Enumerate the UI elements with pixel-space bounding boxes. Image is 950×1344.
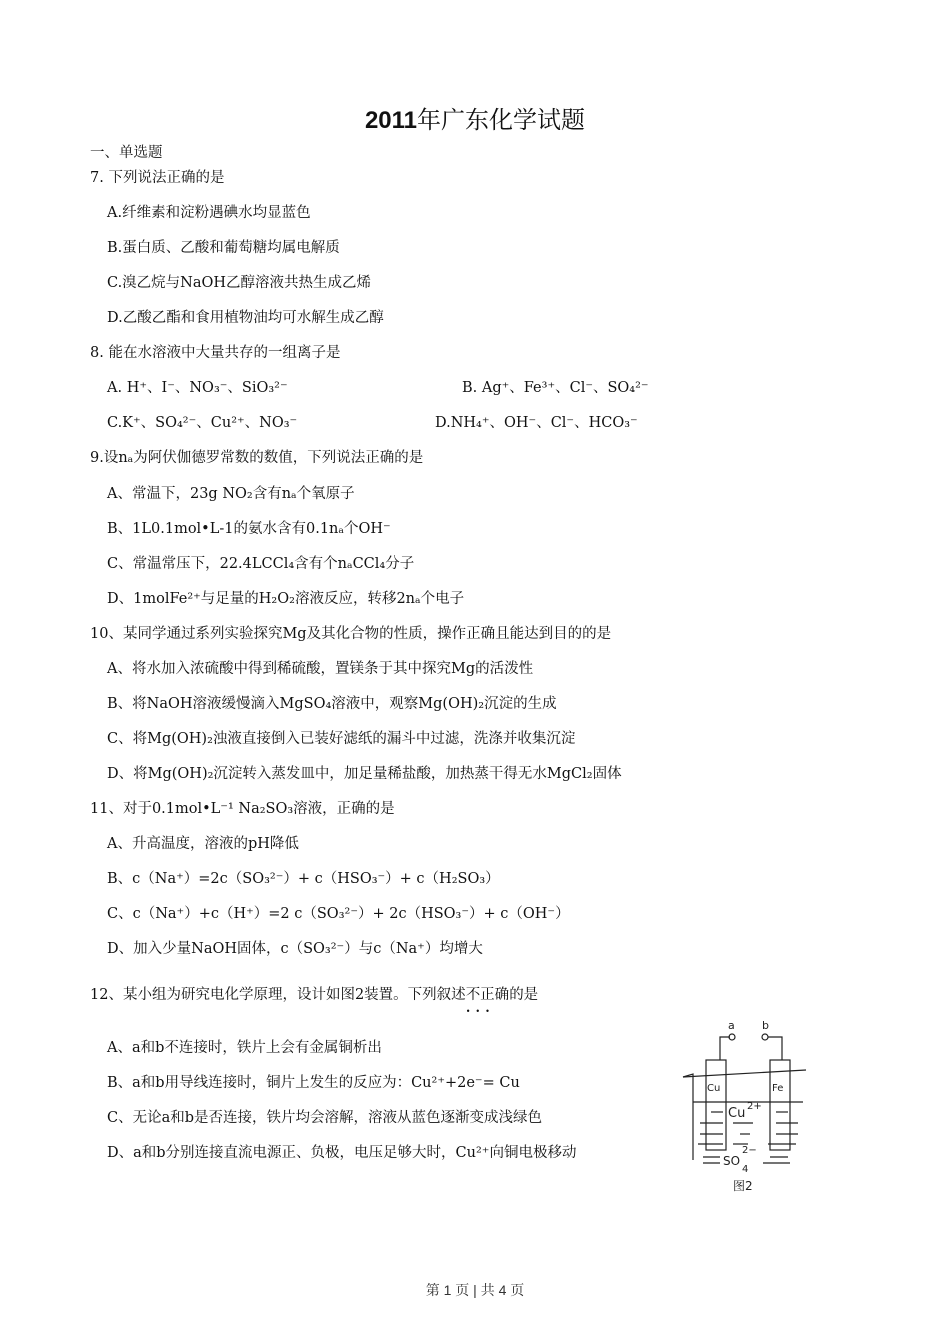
fe-electrode-label: Fe (772, 1083, 784, 1094)
emphasized-text: 不正确 ••• (466, 987, 510, 1003)
question-10-option-b: B、将NaOH溶液缓慢滴入MgSO₄溶液中，观察Mg(OH)₂沉淀的生成 (107, 696, 557, 712)
page-title (0, 100, 950, 135)
question-9-option-a: A、常温下，23g NO₂含有nₐ个氧原子 (107, 486, 355, 502)
question-9-option-d: D、1molFe²⁺与足量的H₂O₂溶液反应，转移2nₐ个电子 (107, 591, 465, 607)
question-8-stem: 8. 能在水溶液中大量共存的一组离子是 (90, 345, 341, 361)
question-7-option-b: B.蛋白质、乙酸和葡萄糖均属电解质 (107, 240, 340, 256)
question-11-stem: 11、对于0.1mol•L⁻¹ Na₂SO₃溶液，正确的是 (90, 801, 395, 817)
page-footer: 第 1 页 | 共 4 页 (425, 1282, 525, 1298)
question-8-option-d: D.NH₄⁺、OH⁻、Cl⁻、HCO₃⁻ (435, 415, 638, 431)
question-10-stem: 10、某同学通过系列实验探究Mg及其化合物的性质，操作正确且能达到目的的是 (90, 626, 612, 642)
title-year: 2011 (364, 107, 418, 134)
svg-text:Cu: Cu (728, 1106, 746, 1121)
question-11-option-c: C、c（Na⁺）+c（H⁺）=2 c（SO₃²⁻）+ 2c（HSO₃⁻）+ c（OH⁻） (107, 906, 570, 922)
svg-text:2−: 2− (742, 1145, 757, 1156)
beaker-diagram-icon (678, 1010, 813, 1195)
cu-electrode-label: Cu (707, 1083, 721, 1094)
terminal-a-label: a (728, 1019, 735, 1032)
question-12-option-c: C、无论a和b是否连接，铁片均会溶解，溶液从蓝色逐渐变成浅绿色 (107, 1110, 543, 1126)
question-8-option-c: C.K⁺、SO₄²⁻、Cu²⁺、NO₃⁻ (107, 415, 298, 431)
question-9-option-b: B、1L0.1mol•L-1的氨水含有0.1nₐ个OH⁻ (107, 521, 391, 537)
stem-text: 12、某小组为研究电化学原理，设计如图2装置。下列叙述 (90, 987, 466, 1003)
terminal-b-label: b (762, 1019, 769, 1032)
question-11-option-d: D、加入少量NaOH固体，c（SO₃²⁻）与c（Na⁺）均增大 (107, 941, 483, 957)
question-7-option-c: C.溴乙烷与NaOH乙醇溶液共热生成乙烯 (107, 275, 372, 291)
question-11-option-a: A、升高温度，溶液的pH降低 (107, 836, 299, 852)
question-9-stem: 9.设nₐ为阿伏伽德罗常数的数值，下列说法正确的是 (90, 450, 424, 466)
question-12-stem (90, 985, 538, 1005)
svg-text:4: 4 (742, 1164, 749, 1175)
question-7-option-a: A.纤维素和淀粉遇碘水均显蓝色 (107, 205, 311, 221)
section-heading: 一、单选题 (90, 145, 163, 161)
question-12-option-b: B、a和b用导线连接时，铜片上发生的反应为：Cu²⁺+2e⁻= Cu (107, 1075, 520, 1091)
figure-caption: 图2 (733, 1179, 753, 1193)
electrochemical-cell-figure (678, 1010, 813, 1195)
question-8-option-b: B. Ag⁺、Fe³⁺、Cl⁻、SO₄²⁻ (462, 380, 649, 396)
question-10-option-c: C、将Mg(OH)₂浊液直接倒入已装好滤纸的漏斗中过滤，洗涤并收集沉淀 (107, 731, 576, 747)
question-10-option-d: D、将Mg(OH)₂沉淀转入蒸发皿中，加足量稀盐酸，加热蒸干得无水MgCl₂固体 (107, 766, 622, 782)
question-10-option-a: A、将水加入浓硫酸中得到稀硫酸，置镁条于其中探究Mg的活泼性 (107, 661, 534, 677)
title-text: 年广东化学试题 (417, 106, 586, 134)
question-7-stem: 7. 下列说法正确的是 (90, 170, 225, 186)
question-11-option-b: B、c（Na⁺）=2c（SO₃²⁻）+ c（HSO₃⁻）+ c（H₂SO₃） (107, 871, 500, 887)
svg-text:2+: 2+ (747, 1101, 762, 1112)
stem-text-end: 的是 (509, 987, 539, 1003)
svg-text:SO: SO (723, 1154, 741, 1168)
question-12-option-a: A、a和b不连接时，铁片上会有金属铜析出 (107, 1040, 382, 1056)
question-8-option-a: A. H⁺、I⁻、NO₃⁻、SiO₃²⁻ (107, 380, 288, 396)
question-7-option-d: D.乙酸乙酯和食用植物油均可水解生成乙醇 (107, 310, 384, 326)
question-9-option-c: C、常温常压下，22.4LCCl₄含有个nₐCCl₄分子 (107, 556, 415, 572)
question-12-option-d: D、a和b分别连接直流电源正、负极，电压足够大时，Cu²⁺向铜电极移动 (107, 1145, 577, 1161)
